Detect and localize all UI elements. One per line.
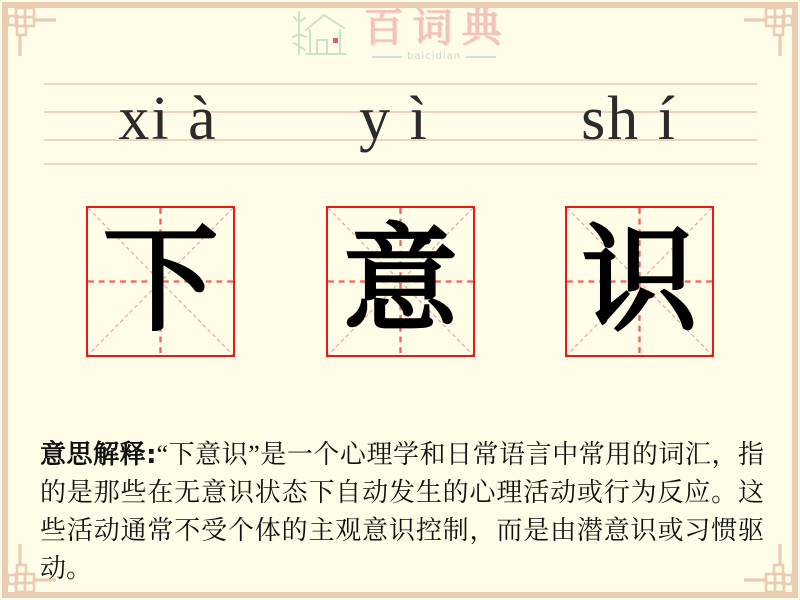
character-grid	[86, 206, 235, 357]
logo-subtitle-row	[372, 51, 496, 62]
logo-title: 百词典	[363, 5, 511, 51]
pinyin-syllable: y ì	[359, 85, 429, 153]
character-grid	[565, 206, 714, 357]
pinyin-syllable: xi à	[118, 85, 218, 153]
pinyin-syllable: sh í	[581, 85, 677, 153]
hanzi-character: 下	[102, 217, 219, 346]
definition-label: 意思解释:	[40, 440, 157, 470]
subtitle-dash-right	[466, 56, 496, 58]
character-grid	[326, 206, 475, 357]
definition-text: “下意识”是一个心理学和日常语言中常用的词汇，指的是那些在无意识状态下自动发生的心理活动或行为反应。这些活动通常不受个体的主观意识控制，而是由潜意识或习惯驱动。	[40, 440, 764, 583]
bamboo-house-icon	[290, 6, 348, 60]
pinyin-row	[44, 80, 757, 165]
hanzi-character: 意	[342, 217, 459, 346]
logo	[0, 6, 800, 62]
logo-subtitle: baicidian	[406, 51, 462, 62]
definition-paragraph	[40, 436, 764, 588]
subtitle-dash-left	[372, 56, 402, 58]
hanzi-character: 识	[581, 217, 698, 346]
